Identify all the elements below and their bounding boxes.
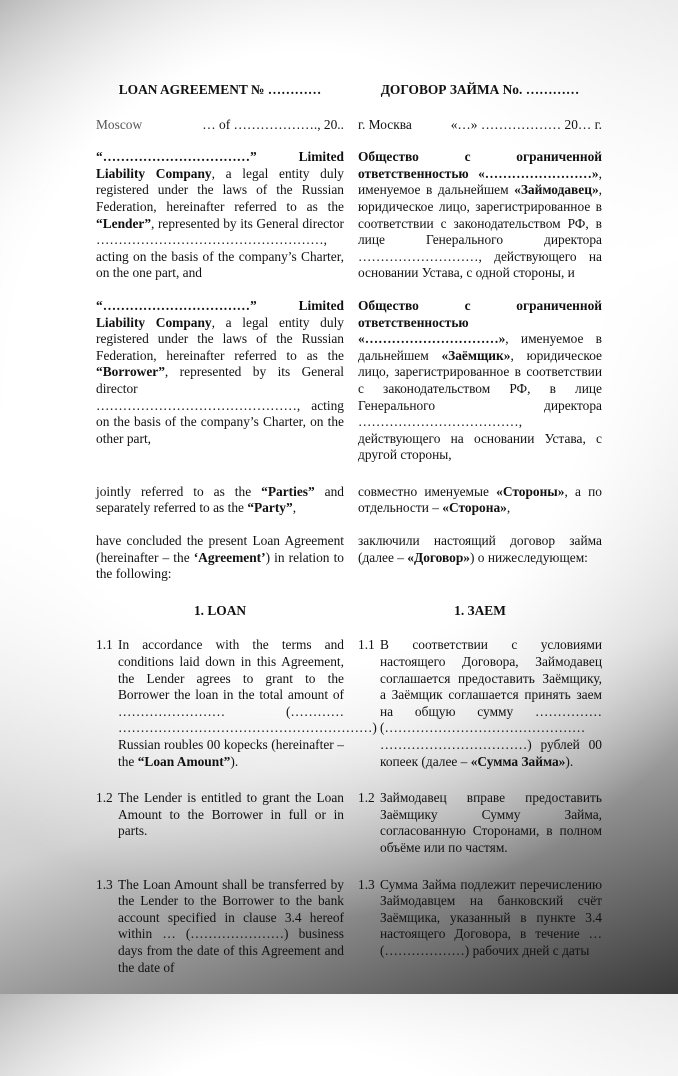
place-date-ru [358, 117, 602, 134]
clause-1-3-en [96, 877, 344, 977]
clause-1-2-ru [358, 790, 602, 856]
title-ru: ДОГОВОР ЗАЙМА No. ………… [380, 82, 580, 97]
clause-number: 1.3 [96, 876, 113, 892]
text-segment: and separately referred to as the [96, 483, 344, 516]
bold-text-segment: «Договор» [407, 549, 470, 565]
text-segment: заключили настоящий договор займа (далее – [358, 533, 602, 565]
text-segment: В соответствии с условиями настоящего Договора, Займодавец соглашается предоставить Заёмщику, а Заёмщик соглашается принять заем на общую сумму …………… (……………………………………… ……………………………) рублей 00 копеек (далее – [380, 637, 602, 769]
text-segment: The Loan Amount shall be transferred by the Lender to the Borrower to the bank account specified in clause 3.4 hereof within … (…………………) business days from the date of this Agreement and the date of [118, 876, 344, 975]
bold-text-segment: “Loan Amount” [137, 753, 231, 769]
text-segment: ). [230, 753, 239, 769]
text-segment: совместно именуемые [358, 483, 497, 499]
city-ru: г. Москва [358, 116, 412, 132]
section-heading-ru: 1. ЗАЕМ [454, 602, 506, 618]
text-segment: ). [565, 753, 574, 769]
concluded-paragraph-en [96, 533, 344, 583]
bold-text-segment: «Сумма Займа» [470, 753, 566, 769]
bold-text-segment: “Parties” [261, 483, 315, 499]
bold-text-segment: «Займодавец» [514, 182, 599, 198]
bold-text-segment: “Lender” [96, 215, 152, 231]
text-segment: The Lender is entitled to grant the Loan Amount to the Borrower in full or in parts. [118, 790, 344, 839]
text-segment: , a legal entity duly registered under the laws of the Russian Federation, hereinafter referred to as the [96, 165, 344, 214]
bold-text-segment: “Borrower” [96, 364, 165, 380]
text-segment: , именуемое в дальнейшем [358, 165, 602, 198]
bilingual-document [96, 82, 602, 1076]
bold-text-segment: Общество с ограниченной ответственностью «…………………………» [358, 297, 602, 347]
lender-paragraph-en [96, 149, 344, 282]
bold-text-segment: «Стороны» [496, 483, 565, 499]
bold-text-segment: “……………………………” Limited Liability Company [96, 297, 344, 330]
borrower-paragraph-en [96, 298, 344, 464]
clause-number: 1.1 [96, 637, 113, 653]
text-segment: , а по отдельности – [358, 483, 602, 516]
concluded-paragraph-ru [358, 533, 602, 583]
text-segment: , именуемое в дальнейшем [358, 331, 602, 363]
borrower-paragraph-ru [358, 298, 602, 464]
text-segment: , a legal entity duly registered under the laws of the Russian Federation, hereinafter referred to as the [96, 314, 344, 363]
clause-number: 1.1 [358, 637, 375, 653]
clause-1-3-ru [358, 877, 602, 977]
bold-text-segment: ‘Agreement’ [193, 549, 266, 565]
text-segment: , represented by its General director ………………………………………, acting on the basis of the company’s Charter, on the other part, [96, 364, 344, 446]
bold-text-segment: “……………………………” Limited Liability Company [96, 149, 344, 181]
clause-1-1-en [96, 637, 377, 770]
clause-number: 1.3 [358, 876, 375, 892]
text-segment: , represented by its General director ……………………………………………, acting on the basis of the company’s Charter, on the one part, and [96, 215, 344, 281]
text-segment: ) in relation to the following: [96, 549, 344, 582]
date-en: … of ………………., 20.. [202, 116, 344, 132]
lender-paragraph-ru [358, 149, 602, 282]
text-segment: Сумма Займа подлежит перечислению Займодавцем на банковский счёт Заёмщика, указанный в пункте 3.4 настоящего Договора, в течение … (………………) рабочих дней с даты [380, 876, 602, 958]
place-date-en [96, 117, 344, 134]
bold-text-segment: Общество с ограниченной ответственностью «……………………» [358, 149, 602, 181]
text-segment: have concluded the present Loan Agreement (hereinafter – the [96, 533, 344, 565]
text-segment: jointly referred to as the [96, 483, 262, 499]
parties-paragraph-en [96, 484, 344, 517]
bold-text-segment: «Сторона» [442, 500, 507, 516]
clause-number: 1.2 [358, 790, 375, 806]
text-segment: ) о нижеследующем: [470, 549, 588, 565]
parties-paragraph-ru [358, 484, 602, 517]
clause-number: 1.2 [96, 790, 113, 806]
clause-1-2-en [96, 790, 344, 856]
text-segment: , юридическое лицо, зарегистрированное в соответствии с законодательством РФ, в лице Генерального директора ………………………, действующего на основании Устава, с одной стороны, и [358, 182, 602, 281]
text-segment: , [292, 500, 297, 516]
date-ru: «…» ……………… 20… г. [450, 116, 602, 132]
bold-text-segment: “Party” [247, 500, 293, 516]
text-segment: In accordance with the terms and conditions laid down in this Agreement, the Lender agrees to grant to the Borrower the loan in the total amount of …………………… (………… …………………………………………………) Russian roubles 00 kopecks (hereinafter – the [118, 637, 377, 769]
text-segment: , юридическое лицо, зарегистрированное в соответствии с законодательством РФ, в лице Генерального директора ………………………………, действующего на основании Устава, с другой стороны, [358, 347, 603, 463]
title-en: LOAN AGREEMENT № ………… [118, 82, 322, 97]
text-segment: , [506, 500, 511, 516]
city-en: Moscow [96, 116, 143, 132]
bold-text-segment: «Заёмщик» [441, 347, 511, 363]
section-heading-en: 1. LOAN [193, 602, 247, 618]
clause-1-1-ru [358, 637, 602, 770]
text-segment: Займодавец вправе предоставить Заёмщику Сумму Займа, согласованную Сторонами, в полном объёме или по частям. [380, 790, 602, 855]
